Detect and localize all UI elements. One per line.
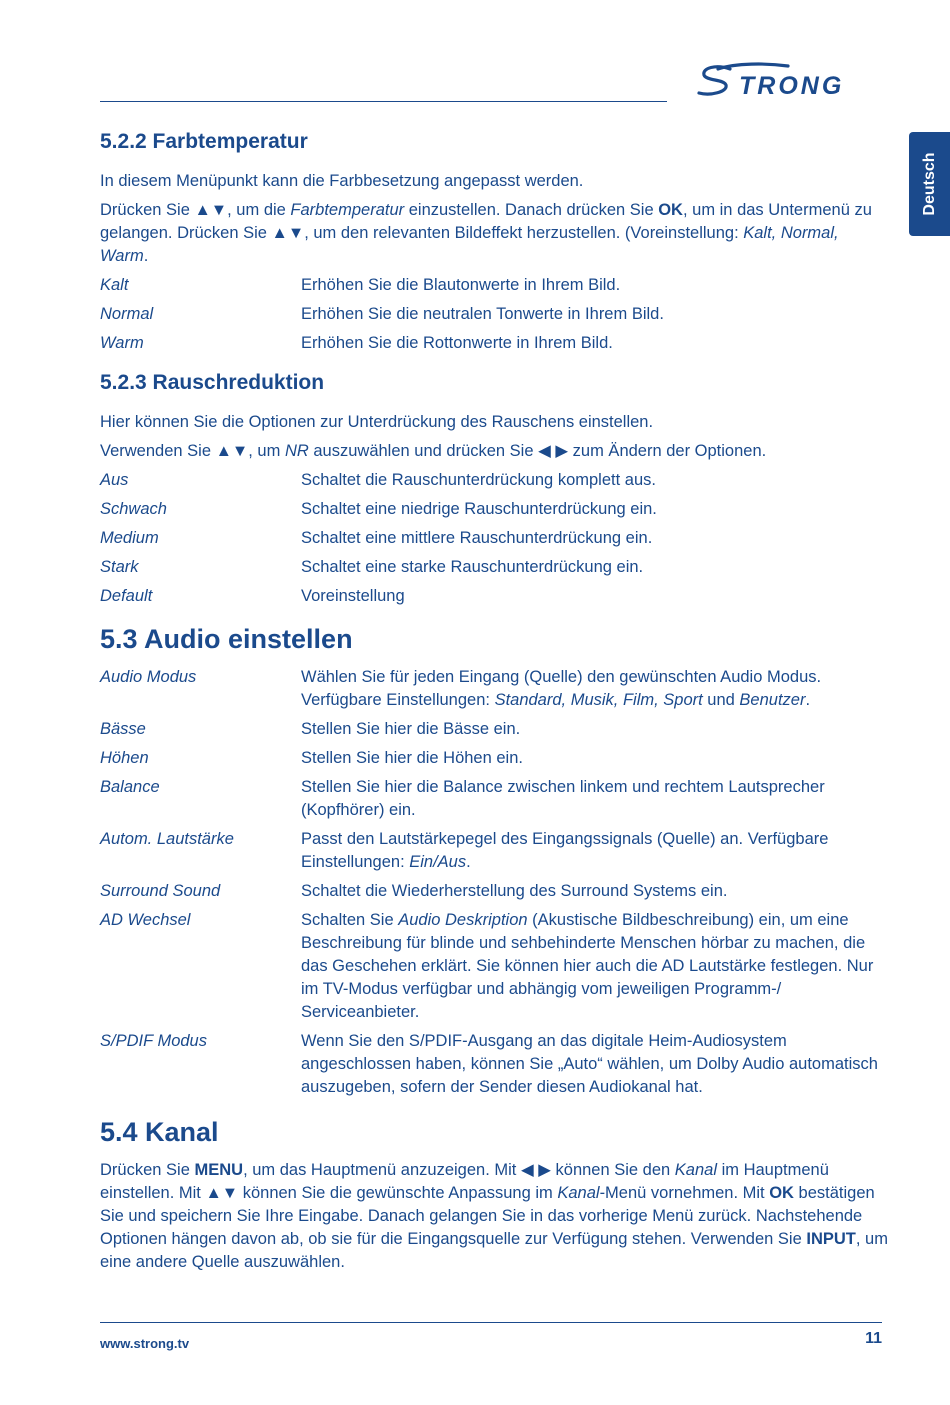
definition-row: Warm Erhöhen Sie die Rottonwerte in Ihrem Bild. <box>100 334 613 352</box>
page-content <box>100 128 890 1280</box>
definition-row: Normal Erhöhen Sie die neutralen Tonwerte in Ihrem Bild. <box>100 305 664 323</box>
up-down-arrows-icon: ▲▼ <box>215 442 249 460</box>
section-5-4-title: 5.4 Kanal <box>100 1117 219 1147</box>
definition-row: Bässe Stellen Sie hier die Bässe ein. <box>100 720 521 738</box>
left-right-arrows-icon: ◀ ▶ <box>538 442 569 460</box>
definition-row: Höhen Stellen Sie hier die Höhen ein. <box>100 749 523 767</box>
header-rule <box>100 101 667 102</box>
definition-row: S/PDIF Modus Wenn Sie den S/PDIF-Ausgang an das digitale Heim-Audiosystem angeschlossen haben, können Sie „Auto“ wählen, um Dolby Audio automatisch auszugeben, sofern der Sender diesen Audiokanal hat. <box>100 1032 878 1096</box>
definition-row: Default Voreinstellung <box>100 587 405 605</box>
definition-row: Schwach Schaltet eine niedrige Rauschunterdrückung ein. <box>100 500 657 518</box>
up-down-arrows-icon: ▲▼ <box>271 224 305 242</box>
svg-text:TRONG: TRONG <box>739 72 845 100</box>
definition-row: Balance Stellen Sie hier die Balance zwischen linkem und rechtem Lautsprecher (Kopfhörer) ein. <box>100 778 825 819</box>
definition-row: Surround Sound Schaltet die Wiederherstellung des Surround Systems ein. <box>100 882 728 900</box>
section-5-2-2-intro: In diesem Menüpunkt kann die Farbbesetzung angepasst werden. <box>100 172 584 190</box>
section-5-4-body: Drücken Sie MENU, um das Hauptmenü anzuzeigen. Mit ◀ ▶ können Sie den Kanal im Hauptmenü einstellen. Mit ▲▼ können Sie die gewünschte Anpassung im Kanal-Menü vornehmen. Mit OK bestätigen Sie und speichern Sie Ihre Eingabe. Danach gelangen Sie in das vorherige Menü zurück. Nachstehende Optionen hängen davon ab, ob sie für die Eingangsquelle zur Verfügung stehen. Verwenden Sie INPUT, um eine andere Quelle auszuwählen. <box>100 1161 888 1271</box>
section-5-2-2-title: 5.2.2 Farbtemperatur <box>100 130 308 153</box>
definition-row: Medium Schaltet eine mittlere Rauschunterdrückung ein. <box>100 529 653 547</box>
definition-row: Stark Schaltet eine starke Rauschunterdrückung ein. <box>100 558 644 576</box>
definition-row: Autom. Lautstärke Passt den Lautstärkepegel des Eingangssignals (Quelle) an. Verfügbare Einstellungen: Ein/Aus. <box>100 830 829 871</box>
section-5-2-2-instructions: Drücken Sie ▲▼, um die Farbtemperatur einzustellen. Danach drücken Sie OK, um in das Untermenü zu gelangen. Drücken Sie ▲▼, um den relevanten Bildeffekt herzustellen. (Voreinstellung: Kalt, Normal, Warm. <box>100 201 872 265</box>
strong-logo <box>696 60 886 102</box>
definition-row: Audio Modus Wählen Sie für jeden Eingang (Quelle) den gewünschten Audio Modus. Verfügbare Einstellungen: Standard, Musik, Film, Sport und Benutzer. <box>100 668 822 709</box>
footer-rule <box>100 1322 882 1323</box>
language-tab-label: Deutsch <box>920 152 938 216</box>
up-down-arrows-icon: ▲▼ <box>194 201 228 219</box>
definition-row: Kalt Erhöhen Sie die Blautonwerte in Ihrem Bild. <box>100 276 621 294</box>
section-5-2-3-title: 5.2.3 Rauschreduktion <box>100 371 325 394</box>
language-tab <box>909 132 950 236</box>
page-number: 11 <box>865 1330 882 1347</box>
section-5-2-3-instructions: Verwenden Sie ▲▼, um NR auszuwählen und drücken Sie ◀ ▶ zum Ändern der Optionen. <box>100 442 767 460</box>
section-5-3-title: 5.3 Audio einstellen <box>100 624 353 654</box>
left-right-arrows-icon: ◀ ▶ <box>520 1161 551 1179</box>
footer-url[interactable]: www.strong.tv <box>100 1336 190 1351</box>
definition-row: Aus Schaltet die Rauschunterdrückung komplett aus. <box>100 471 656 489</box>
up-down-arrows-icon: ▲▼ <box>205 1184 239 1202</box>
definition-row: AD Wechsel Schalten Sie Audio Deskription (Akustische Bildbeschreibung) ein, um eine Beschreibung für blinde und sehbehinderte Menschen hörbar zu machen, die das Geschehen erklärt. Sie können hier auch die AD Lautstärke festlegen. Nur im TV-Modus verfügbar und abhängig vom jeweiligen Programm-/ Serviceanbieter. <box>100 911 874 1021</box>
section-5-2-3-intro: Hier können Sie die Optionen zur Unterdrückung des Rauschens einstellen. <box>100 413 654 431</box>
